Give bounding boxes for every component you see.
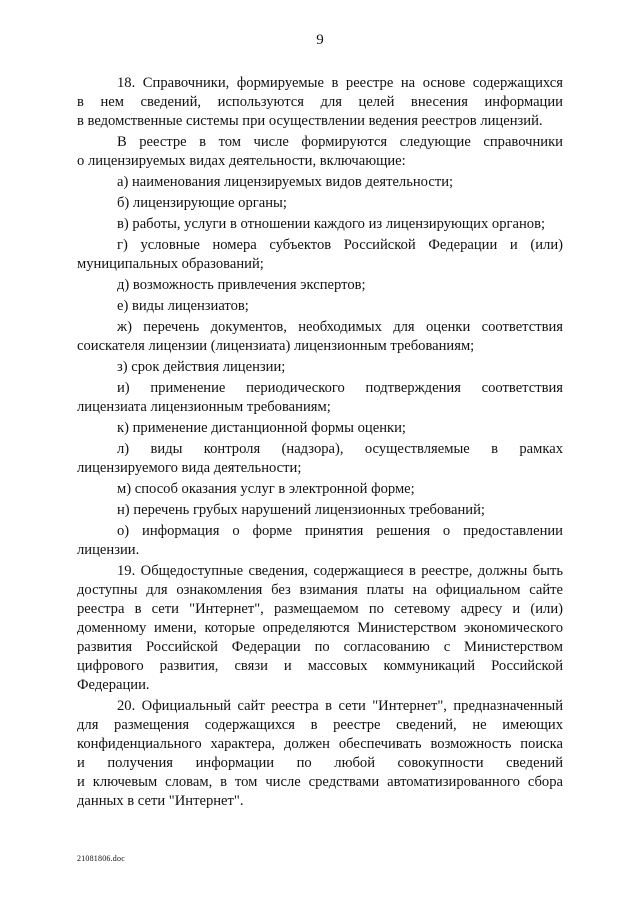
text-line: и ключевым словам, в том числе средствами автоматизированного сбора	[77, 774, 563, 790]
text-line: лицензиата лицензионным требованиям;	[77, 399, 331, 415]
text-line: развития Российской Федерации по согласованию с Министерством	[77, 639, 563, 655]
text-line: м) способ оказания услуг в электронной форме;	[117, 481, 415, 497]
text-line: лицензируемого вида деятельности;	[77, 460, 302, 476]
text-line: 18. Справочники, формируемые в реестре на основе содержащихся	[117, 75, 563, 91]
text-line: б) лицензирующие органы;	[117, 195, 287, 211]
text-line: к) применение дистанционной формы оценки;	[117, 420, 406, 436]
text-line: о лицензируемых видах деятельности, включающие:	[77, 153, 406, 169]
text-line: л) виды контроля (надзора), осуществляемые в рамках	[117, 441, 563, 457]
text-line: В реестре в том числе формируются следующие справочники	[117, 134, 563, 150]
text-line: в) работы, услуги в отношении каждого из лицензирующих органов;	[117, 216, 546, 232]
text-line: лицензии.	[77, 542, 140, 558]
text-line: для размещения содержащихся в реестре сведений, не имеющих	[77, 717, 563, 733]
text-line: и) применение периодического подтверждения соответствия	[117, 380, 563, 396]
text-line: 20. Официальный сайт реестра в сети "Интернет", предназначенный	[117, 698, 563, 714]
text-line: Федерации.	[77, 677, 150, 693]
text-line: з) срок действия лицензии;	[117, 359, 286, 375]
text-line: г) условные номера субъектов Российской Федерации и (или)	[117, 237, 563, 253]
text-line: в нем сведений, используются для целей внесения информации	[77, 94, 563, 110]
text-line: муниципальных образований;	[77, 256, 264, 272]
text-line: 19. Общедоступные сведения, содержащиеся в реестре, должны быть	[117, 563, 563, 579]
text-line: ж) перечень документов, необходимых для оценки соответствия	[117, 319, 563, 335]
text-line: доменному имени, которые определяются Министерством экономического	[77, 620, 563, 636]
text-line: доступны для ознакомления без взимания платы на официальном сайте	[77, 582, 563, 598]
text-line: е) виды лицензиатов;	[117, 298, 249, 314]
text-line: данных в сети "Интернет".	[77, 793, 244, 809]
document-body	[77, 74, 563, 811]
text-line: н) перечень грубых нарушений лицензионных требований;	[117, 502, 485, 518]
file-name-footer: 21081806.doc	[77, 854, 125, 863]
text-line: соискателя лицензии (лицензиата) лицензионным требованиям;	[77, 338, 475, 354]
page-number: 9	[316, 32, 324, 48]
text-line: д) возможность привлечения экспертов;	[117, 277, 366, 293]
text-line: цифрового развития, связи и массовых коммуникаций Российской	[77, 658, 563, 674]
text-line: а) наименования лицензируемых видов деятельности;	[117, 174, 454, 190]
text-line: о) информация о форме принятия решения о предоставлении	[117, 523, 563, 539]
text-line: и получения информации по любой совокупности сведений	[77, 755, 563, 771]
text-line: конфиденциального характера, должен обеспечивать возможность поиска	[77, 736, 563, 752]
text-line: в ведомственные системы при осуществлении ведения реестров лицензий.	[77, 113, 543, 129]
text-line: реестра в сети "Интернет", размещаемом по сетевому адресу и (или)	[77, 601, 563, 617]
